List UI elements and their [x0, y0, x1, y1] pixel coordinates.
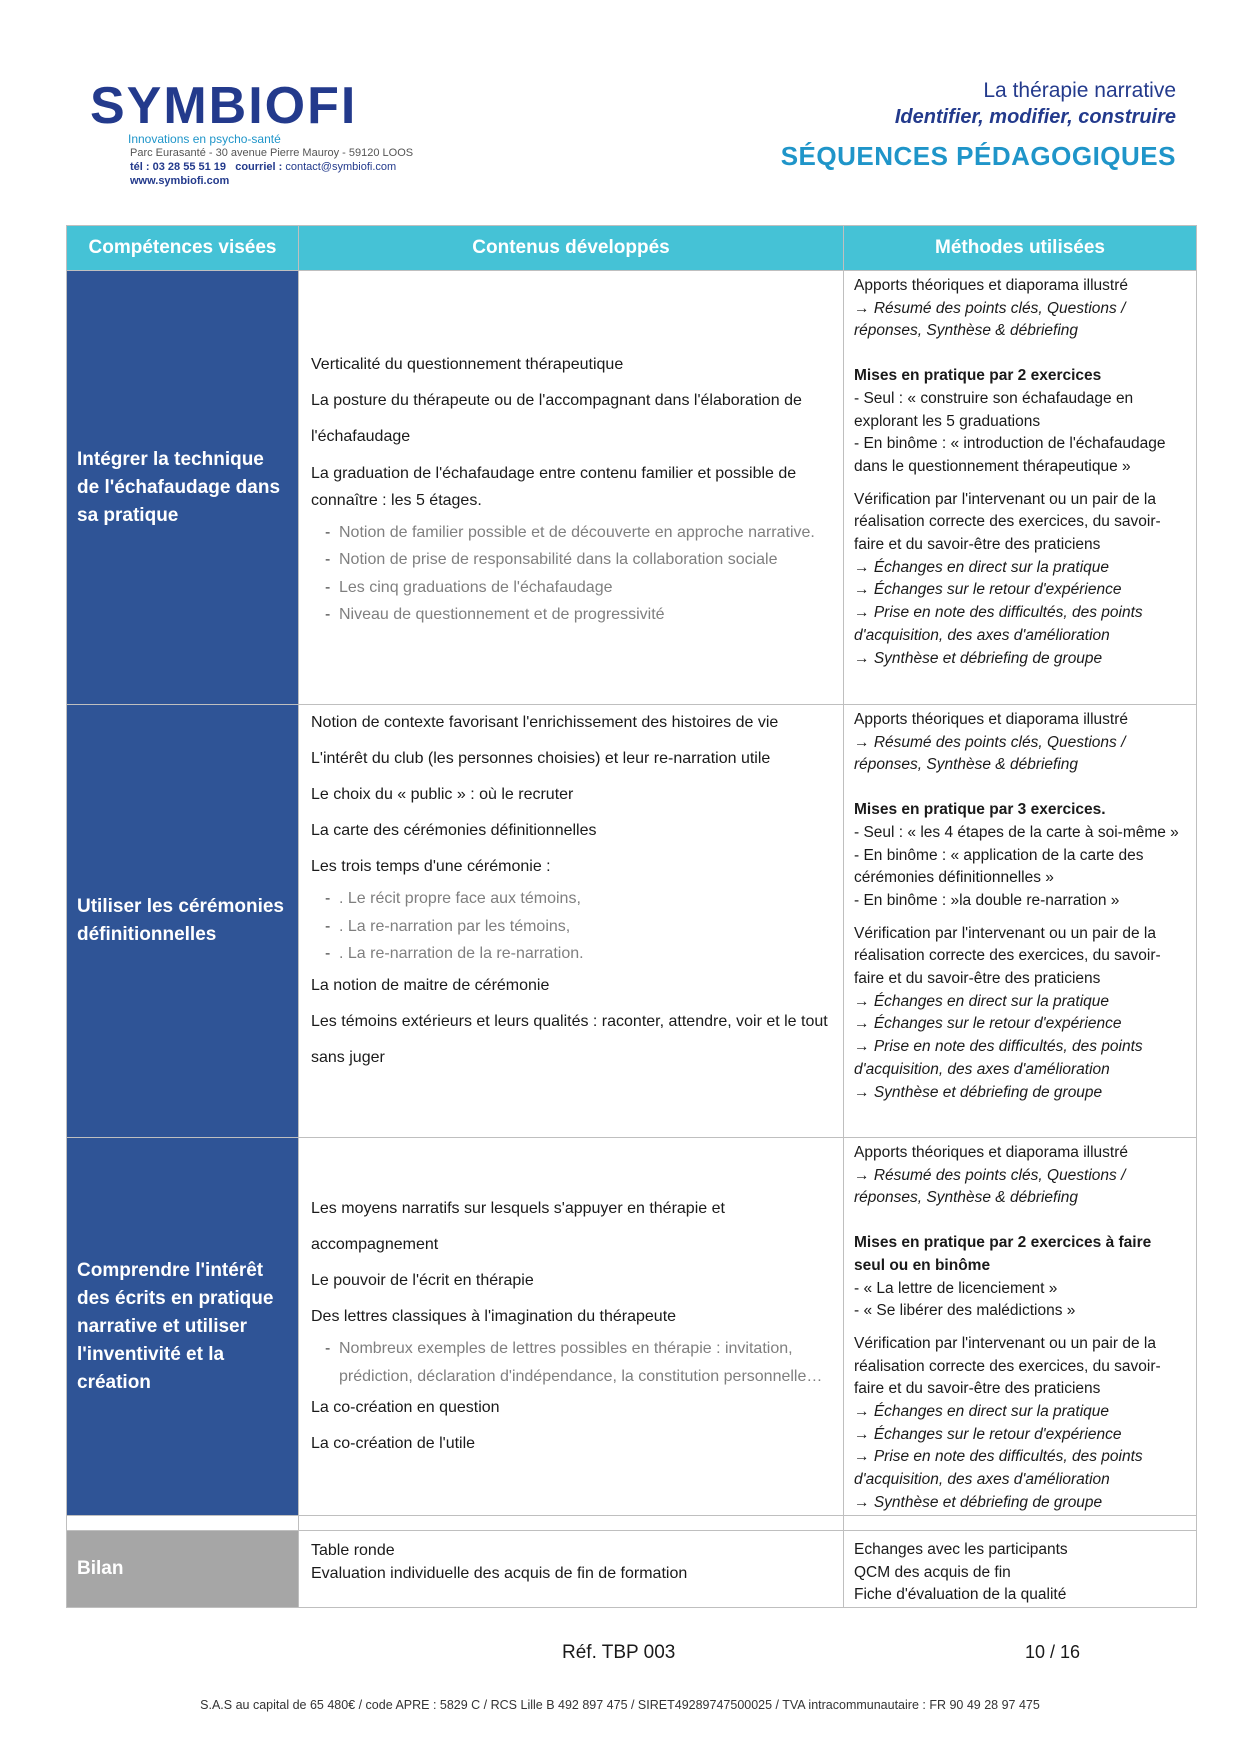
content-item: Les témoins extérieurs et leurs qualités : raconter, attendre, voir et le tout sans juger: [311, 1012, 828, 1066]
arrow-right-icon: →: [854, 1015, 870, 1033]
document-title: La thérapie narrative: [983, 79, 1176, 102]
website-link[interactable]: www.symbiofi.com: [130, 175, 230, 187]
company-address: [130, 146, 413, 188]
table-row: [67, 705, 1197, 1138]
exercise-item: - Seul : « les 4 étapes de la carte à soi-même »: [854, 823, 1179, 841]
table-row: [67, 271, 1197, 705]
methods-cell: [844, 705, 1197, 1138]
bilan-method-item: QCM des acquis de fin: [854, 1563, 1011, 1581]
bilan-label: Bilan: [67, 1531, 299, 1608]
method-synthese: → Synthèse et débriefing de groupe: [854, 1083, 1103, 1101]
competence-cell: Utiliser les cérémonies définitionnelles: [67, 705, 299, 1138]
document-reference: Réf. TBP 003: [562, 1642, 676, 1663]
exercise-item: - « La lettre de licenciement »: [854, 1279, 1058, 1297]
arrow-right-icon: →: [854, 1425, 870, 1443]
method-resume: → Résumé des points clés, Questions / réponses, Synthèse & débriefing: [854, 1166, 1126, 1207]
contents-cell: [299, 705, 844, 1138]
arrow-right-icon: →: [854, 604, 870, 622]
content-subitem: - Notion de familier possible et de découverte en approche narrative.: [325, 519, 831, 547]
method-echanges-direct: → Échanges en direct sur la pratique: [854, 558, 1110, 576]
address-line: Parc Eurasanté - 30 avenue Pierre Mauroy - 59120 LOOS: [130, 147, 414, 159]
table-row: [67, 1138, 1197, 1516]
content-item: La graduation de l'échafaudage entre contenu familier et possible de connaître : les 5 étages.: [311, 464, 797, 509]
method-echanges-retour: → Échanges sur le retour d'expérience: [854, 1015, 1122, 1033]
arrow-right-icon: →: [854, 1166, 870, 1184]
method-echanges-retour: → Échanges sur le retour d'expérience: [854, 581, 1122, 599]
content-item: Des lettres classiques à l'imagination du thérapeute: [311, 1308, 677, 1325]
bilan-methods: [844, 1531, 1197, 1608]
content-item: Verticalité du questionnement thérapeutique: [311, 355, 624, 373]
phone: 03 28 55 51 19: [152, 161, 227, 173]
method-prise-note: → Prise en note des difficultés, des points d'acquisition, des axes d'amélioration: [854, 1448, 1143, 1489]
exercise-item: - Seul : « construire son échafaudage en explorant les 5 graduations: [854, 389, 1134, 430]
table-header-row: [67, 226, 1197, 271]
arrow-right-icon: →: [854, 1493, 870, 1511]
bilan-method-item: Fiche d'évaluation de la qualité: [854, 1586, 1067, 1604]
content-item: Les moyens narratifs sur lesquels s'appuyer en thérapie et accompagnement: [311, 1200, 725, 1253]
method-verification: Vérification par l'intervenant ou un pair de la réalisation correcte des exercices, du savoir-faire et du savoir-être des praticiens: [854, 490, 1161, 554]
arrow-right-icon: →: [854, 733, 870, 751]
arrow-right-icon: →: [854, 299, 870, 317]
bilan-content-item: Evaluation individuelle des acquis de fin de formation: [311, 1565, 688, 1582]
arrow-right-icon: →: [854, 581, 870, 599]
logo-tagline: Innovations en psycho-santé: [128, 132, 281, 146]
arrow-right-icon: →: [854, 649, 870, 667]
bilan-content-item: Table ronde: [311, 1542, 395, 1559]
exercise-item: - « Se libérer des malédictions »: [854, 1302, 1076, 1320]
spacer-row: [67, 1516, 1197, 1531]
exercise-item: - En binôme : « application de la carte des cérémonies définitionnelles »: [854, 846, 1144, 887]
content-subitem: - . La re-narration de la re-narration.: [325, 940, 831, 968]
document-heading: [781, 78, 1176, 172]
competence-cell: Intégrer la technique de l'échafaudage dans sa pratique: [67, 271, 299, 705]
method-synthese: → Synthèse et débriefing de groupe: [854, 1493, 1103, 1511]
method-apports: Apports théoriques et diaporama illustré: [854, 1144, 1128, 1161]
arrow-right-icon: →: [854, 1403, 870, 1421]
content-item: Le choix du « public » : où le recruter: [311, 786, 574, 803]
legal-footer: S.A.S au capital de 65 480€ / code APRE : 5829 C / RCS Lille B 492 897 475 / SIRET49289747500025 / TVA intracommunautaire : FR 90 49 28 97 475: [200, 1698, 1040, 1712]
content-item: La co-création en question: [311, 1399, 500, 1416]
col-header-contenus: Contenus développés: [299, 226, 844, 271]
exercise-item: - En binôme : « introduction de l'échafaudage dans le questionnement thérapeutique »: [854, 435, 1166, 475]
exercises-title: Mises en pratique par 2 exercices: [854, 367, 1102, 385]
content-subitem: - Les cinq graduations de l'échafaudage: [325, 574, 831, 602]
arrow-right-icon: →: [854, 1083, 870, 1101]
email-link[interactable]: contact@symbiofi.com: [285, 161, 397, 173]
col-header-methodes: Méthodes utilisées: [844, 226, 1197, 271]
bilan-method-item: Echanges avec les participants: [854, 1541, 1068, 1558]
method-echanges-retour: → Échanges sur le retour d'expérience: [854, 1425, 1122, 1443]
content-subitem: - . Le récit propre face aux témoins,: [325, 885, 831, 913]
content-item: La posture du thérapeute ou de l'accompagnant dans l'élaboration de l'échafaudage: [311, 391, 802, 445]
arrow-right-icon: →: [854, 558, 870, 576]
contents-cell: [299, 271, 844, 705]
content-item: Le pouvoir de l'écrit en thérapie: [311, 1272, 534, 1289]
method-prise-note: → Prise en note des difficultés, des points d'acquisition, des axes d'amélioration: [854, 604, 1143, 644]
content-item: Notion de contexte favorisant l'enrichissement des histoires de vie: [311, 714, 779, 731]
arrow-right-icon: →: [854, 1038, 870, 1056]
arrow-right-icon: →: [854, 1448, 870, 1466]
contact-line: tél : 03 28 55 51 19 courriel : contact@symbiofi.com: [130, 161, 397, 173]
competence-cell: Comprendre l'intérêt des écrits en pratique narrative et utiliser l'inventivité et la création: [67, 1138, 299, 1516]
method-echanges-direct: → Échanges en direct sur la pratique: [854, 992, 1110, 1010]
logo: [90, 77, 358, 146]
document-subtitle: Identifier, modifier, construire: [894, 106, 1176, 128]
method-apports: Apports théoriques et diaporama illustré: [854, 277, 1128, 294]
content-subitem: - Nombreux exemples de lettres possibles en thérapie : invitation, prédiction, déclaration d'indépendance, la constitution personnelle…: [325, 1335, 831, 1390]
section-title: SÉQUENCES PÉDAGOGIQUES: [780, 141, 1176, 171]
logo-text: SYMBIOFI: [90, 77, 358, 135]
bilan-row: [67, 1531, 1197, 1608]
content-subitem: - Niveau de questionnement et de progressivité: [325, 601, 831, 629]
content-item: La notion de maitre de cérémonie: [311, 976, 550, 994]
content-subitem: - Notion de prise de responsabilité dans la collaboration sociale: [325, 546, 831, 574]
content-item: La co-création de l'utile: [311, 1435, 476, 1452]
exercises-title: Mises en pratique par 2 exercices à faire seul ou en binôme: [854, 1234, 1152, 1274]
exercise-item: - En binôme : »la double re-narration »: [854, 891, 1120, 909]
bilan-contents: [299, 1531, 844, 1608]
contents-cell: [299, 1138, 844, 1516]
method-synthese: → Synthèse et débriefing de groupe: [854, 649, 1103, 667]
col-header-competences: Compétences visées: [67, 226, 299, 271]
method-resume: → Résumé des points clés, Questions / réponses, Synthèse & débriefing: [854, 299, 1126, 340]
page-number: 10 / 16: [1025, 1642, 1081, 1662]
method-resume: → Résumé des points clés, Questions / réponses, Synthèse & débriefing: [854, 733, 1126, 774]
method-prise-note: → Prise en note des difficultés, des points d'acquisition, des axes d'amélioration: [854, 1038, 1143, 1078]
arrow-right-icon: →: [854, 992, 870, 1010]
exercises-title: Mises en pratique par 3 exercices.: [854, 801, 1106, 819]
content-item: L'intérêt du club (les personnes choisies) et leur re-narration utile: [311, 750, 771, 767]
sequences-table: [66, 225, 1197, 1608]
content-subitem: - . La re-narration par les témoins,: [325, 913, 831, 941]
methods-cell: [844, 1138, 1197, 1516]
content-item: La carte des cérémonies définitionnelles: [311, 822, 597, 839]
method-verification: Vérification par l'intervenant ou un pair de la réalisation correcte des exercices, du savoir-faire et du savoir-être des praticiens: [854, 1334, 1161, 1398]
methods-cell: [844, 271, 1197, 705]
content-item: Les trois temps d'une cérémonie :: [311, 858, 551, 875]
method-verification: Vérification par l'intervenant ou un pair de la réalisation correcte des exercices, du savoir-faire et du savoir-être des praticiens: [854, 924, 1161, 988]
method-apports: Apports théoriques et diaporama illustré: [854, 711, 1128, 728]
method-echanges-direct: → Échanges en direct sur la pratique: [854, 1403, 1110, 1421]
